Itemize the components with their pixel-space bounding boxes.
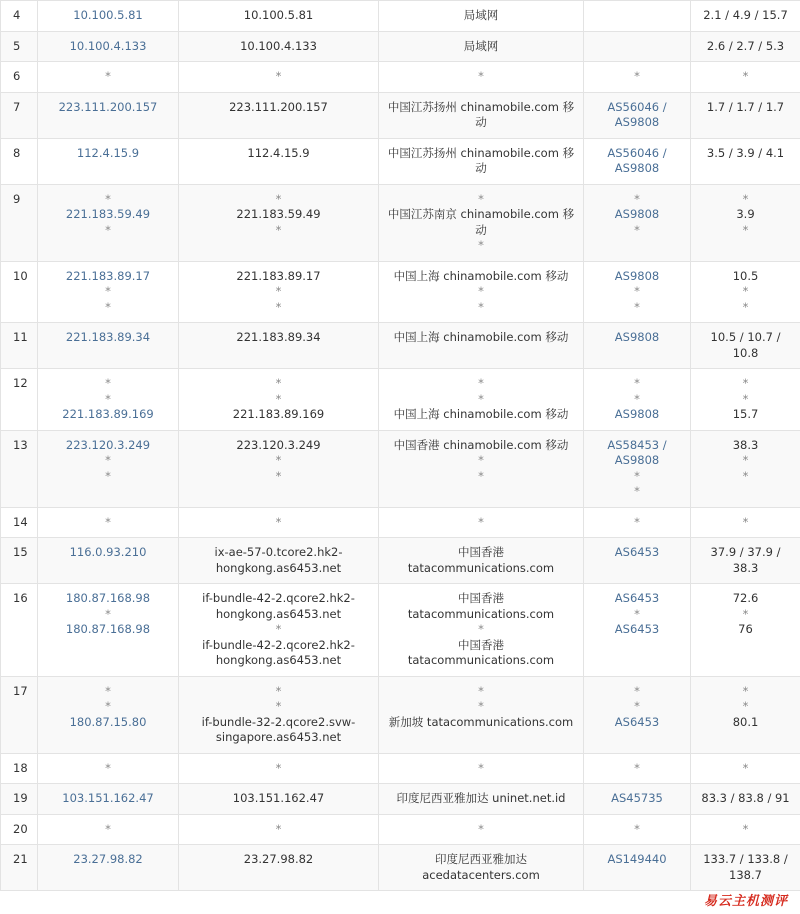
timeout-marker: * bbox=[44, 69, 172, 85]
asn-cell bbox=[584, 261, 691, 323]
timeout-marker: * bbox=[697, 69, 794, 85]
hostname-cell bbox=[179, 138, 379, 184]
asn-cell bbox=[584, 430, 691, 507]
timeout-marker: * bbox=[44, 376, 172, 392]
hop-number: 13 bbox=[1, 430, 38, 507]
ip-cell bbox=[38, 369, 179, 431]
hostname-cell bbox=[179, 261, 379, 323]
timeout-marker: * bbox=[385, 192, 577, 208]
asn-cell bbox=[584, 92, 691, 138]
timeout-marker: * bbox=[697, 223, 794, 239]
timeout-marker: * bbox=[185, 69, 372, 85]
hostname-cell bbox=[179, 814, 379, 845]
timeout-marker: * bbox=[44, 300, 172, 316]
hostname-cell bbox=[179, 784, 379, 815]
location-cell bbox=[379, 814, 584, 845]
table-row bbox=[1, 323, 800, 369]
timeout-marker: * bbox=[44, 469, 172, 485]
timeout-marker: * bbox=[44, 699, 172, 715]
asn-text[interactable]: AS6453 bbox=[590, 545, 684, 561]
ip-cell bbox=[38, 138, 179, 184]
ip-cell bbox=[38, 1, 179, 32]
timeout-marker: * bbox=[44, 607, 172, 623]
timeout-marker: * bbox=[385, 69, 577, 85]
asn-text bbox=[590, 8, 684, 24]
hostname-cell bbox=[179, 676, 379, 753]
hop-number: 4 bbox=[1, 1, 38, 32]
asn-cell bbox=[584, 584, 691, 677]
asn-text[interactable]: AS6453 bbox=[590, 715, 684, 731]
timeout-marker: * bbox=[590, 300, 684, 316]
ip-cell bbox=[38, 92, 179, 138]
location-text: 局域网 bbox=[385, 8, 577, 24]
timeout-marker: * bbox=[185, 699, 372, 715]
asn-text[interactable]: AS149440 bbox=[590, 852, 684, 868]
hop-number: 6 bbox=[1, 62, 38, 93]
location-cell bbox=[379, 784, 584, 815]
asn-text[interactable]: AS56046 / bbox=[590, 100, 684, 116]
timeout-marker: * bbox=[385, 822, 577, 838]
hostname-cell bbox=[179, 538, 379, 584]
timeout-marker: * bbox=[697, 392, 794, 408]
latency-text: 3.9 bbox=[697, 207, 794, 223]
timeout-marker: * bbox=[697, 761, 794, 777]
ip-text[interactable]: 221.183.89.169 bbox=[44, 407, 172, 423]
hostname-text: 112.4.15.9 bbox=[185, 146, 372, 162]
asn-text[interactable]: AS9808 bbox=[590, 453, 684, 469]
latency-cell bbox=[691, 753, 800, 784]
asn-text bbox=[590, 39, 684, 55]
table-row bbox=[1, 584, 800, 677]
hostname-text: 103.151.162.47 bbox=[185, 791, 372, 807]
asn-text[interactable]: AS6453 bbox=[590, 591, 684, 607]
location-cell bbox=[379, 845, 584, 891]
asn-cell bbox=[584, 753, 691, 784]
hostname-text: if-bundle-42-2.qcore2.hk2-hongkong.as6453.net bbox=[185, 591, 372, 622]
ip-cell bbox=[38, 184, 179, 261]
location-text: 中国上海 chinamobile.com 移动 bbox=[385, 330, 577, 346]
location-text: 中国上海 chinamobile.com 移动 bbox=[385, 407, 577, 423]
latency-text: 2.6 / 2.7 / 5.3 bbox=[697, 39, 794, 55]
asn-cell bbox=[584, 814, 691, 845]
latency-text: 3.5 / 3.9 / 4.1 bbox=[697, 146, 794, 162]
asn-text[interactable]: AS45735 bbox=[590, 791, 684, 807]
timeout-marker: * bbox=[697, 699, 794, 715]
table-row bbox=[1, 676, 800, 753]
timeout-marker: * bbox=[185, 684, 372, 700]
ip-cell bbox=[38, 261, 179, 323]
location-text: 印度尼西亚雅加达 acedatacenters.com bbox=[385, 852, 577, 883]
timeout-marker: * bbox=[590, 376, 684, 392]
hop-number: 19 bbox=[1, 784, 38, 815]
timeout-marker: * bbox=[185, 453, 372, 469]
location-cell bbox=[379, 184, 584, 261]
timeout-marker: * bbox=[697, 607, 794, 623]
timeout-marker: * bbox=[44, 684, 172, 700]
watermark: 易云主机测评 bbox=[704, 894, 788, 910]
location-cell bbox=[379, 323, 584, 369]
timeout-marker: * bbox=[590, 392, 684, 408]
ip-text[interactable]: 180.87.15.80 bbox=[44, 715, 172, 731]
ip-text[interactable]: 221.183.89.17 bbox=[44, 269, 172, 285]
table-row bbox=[1, 261, 800, 323]
latency-cell bbox=[691, 507, 800, 538]
latency-text: 38.3 bbox=[697, 438, 794, 454]
timeout-marker: * bbox=[185, 469, 372, 485]
timeout-marker: * bbox=[590, 223, 684, 239]
hostname-text: ix-ae-57-0.tcore2.hk2-hongkong.as6453.net bbox=[185, 545, 372, 576]
hostname-cell bbox=[179, 430, 379, 507]
asn-cell bbox=[584, 184, 691, 261]
ip-cell bbox=[38, 31, 179, 62]
timeout-marker: * bbox=[185, 284, 372, 300]
timeout-marker: * bbox=[385, 761, 577, 777]
timeout-marker: * bbox=[590, 761, 684, 777]
latency-cell bbox=[691, 784, 800, 815]
timeout-marker: * bbox=[385, 699, 577, 715]
asn-cell bbox=[584, 507, 691, 538]
timeout-marker: * bbox=[185, 192, 372, 208]
ip-cell bbox=[38, 814, 179, 845]
latency-cell bbox=[691, 323, 800, 369]
latency-cell bbox=[691, 538, 800, 584]
ip-cell bbox=[38, 753, 179, 784]
latency-text: 1.7 / 1.7 / 1.7 bbox=[697, 100, 794, 116]
asn-cell bbox=[584, 676, 691, 753]
hostname-text: 223.111.200.157 bbox=[185, 100, 372, 116]
hostname-cell bbox=[179, 584, 379, 677]
timeout-marker: * bbox=[590, 69, 684, 85]
hostname-text: 223.120.3.249 bbox=[185, 438, 372, 454]
asn-text[interactable]: AS9808 bbox=[590, 161, 684, 177]
latency-text: 133.7 / 133.8 / 138.7 bbox=[697, 852, 794, 883]
hostname-text: 10.100.5.81 bbox=[185, 8, 372, 24]
asn-text[interactable]: AS9808 bbox=[590, 407, 684, 423]
asn-cell bbox=[584, 538, 691, 584]
table-row bbox=[1, 784, 800, 815]
timeout-marker: * bbox=[185, 515, 372, 531]
timeout-marker: * bbox=[44, 515, 172, 531]
latency-cell bbox=[691, 845, 800, 891]
location-cell bbox=[379, 62, 584, 93]
location-cell bbox=[379, 369, 584, 431]
location-cell bbox=[379, 753, 584, 784]
location-text: 中国江苏扬州 chinamobile.com 移动 bbox=[385, 146, 577, 177]
asn-cell bbox=[584, 31, 691, 62]
timeout-marker: * bbox=[697, 822, 794, 838]
hop-number: 9 bbox=[1, 184, 38, 261]
timeout-marker: * bbox=[385, 284, 577, 300]
hostname-text: 221.183.89.169 bbox=[185, 407, 372, 423]
latency-text: 2.1 / 4.9 / 15.7 bbox=[697, 8, 794, 24]
location-cell bbox=[379, 430, 584, 507]
asn-cell bbox=[584, 138, 691, 184]
ip-text[interactable]: 180.87.168.98 bbox=[44, 591, 172, 607]
latency-cell bbox=[691, 814, 800, 845]
timeout-marker: * bbox=[385, 376, 577, 392]
location-cell bbox=[379, 92, 584, 138]
latency-cell bbox=[691, 584, 800, 677]
table-row bbox=[1, 31, 800, 62]
hop-number: 10 bbox=[1, 261, 38, 323]
hop-number: 5 bbox=[1, 31, 38, 62]
location-text: 中国上海 chinamobile.com 移动 bbox=[385, 269, 577, 285]
hostname-text: 221.183.89.17 bbox=[185, 269, 372, 285]
timeout-marker: * bbox=[385, 684, 577, 700]
hostname-cell bbox=[179, 507, 379, 538]
ip-text[interactable]: 10.100.5.81 bbox=[44, 8, 172, 24]
ip-text[interactable]: 103.151.162.47 bbox=[44, 791, 172, 807]
timeout-marker: * bbox=[185, 761, 372, 777]
hostname-cell bbox=[179, 92, 379, 138]
asn-text[interactable]: AS9808 bbox=[590, 330, 684, 346]
timeout-marker: * bbox=[697, 192, 794, 208]
timeout-marker: * bbox=[697, 469, 794, 485]
ip-text[interactable]: 221.183.89.34 bbox=[44, 330, 172, 346]
latency-cell bbox=[691, 430, 800, 507]
latency-text: 10.5 bbox=[697, 269, 794, 285]
hostname-cell bbox=[179, 31, 379, 62]
latency-text: 10.5 / 10.7 / 10.8 bbox=[697, 330, 794, 361]
timeout-marker: * bbox=[590, 284, 684, 300]
timeout-marker: * bbox=[697, 284, 794, 300]
timeout-marker: * bbox=[44, 223, 172, 239]
timeout-marker: * bbox=[385, 300, 577, 316]
hop-number: 16 bbox=[1, 584, 38, 677]
timeout-marker: * bbox=[697, 684, 794, 700]
timeout-marker: * bbox=[44, 392, 172, 408]
hop-number: 14 bbox=[1, 507, 38, 538]
asn-cell bbox=[584, 784, 691, 815]
latency-cell bbox=[691, 676, 800, 753]
table-row bbox=[1, 62, 800, 93]
hop-number: 7 bbox=[1, 92, 38, 138]
hostname-cell bbox=[179, 323, 379, 369]
hostname-text: if-bundle-32-2.qcore2.svw-singapore.as6453.net bbox=[185, 715, 372, 746]
location-cell bbox=[379, 507, 584, 538]
location-text: 新加坡 tatacommunications.com bbox=[385, 715, 577, 731]
latency-text: 72.6 bbox=[697, 591, 794, 607]
ip-cell bbox=[38, 323, 179, 369]
timeout-marker: * bbox=[44, 192, 172, 208]
table-row bbox=[1, 538, 800, 584]
timeout-marker: * bbox=[697, 515, 794, 531]
timeout-marker: * bbox=[385, 453, 577, 469]
table-row bbox=[1, 369, 800, 431]
hop-number: 18 bbox=[1, 753, 38, 784]
hop-number: 21 bbox=[1, 845, 38, 891]
table-row bbox=[1, 184, 800, 261]
latency-cell bbox=[691, 62, 800, 93]
ip-text[interactable]: 221.183.59.49 bbox=[44, 207, 172, 223]
timeout-marker: * bbox=[385, 238, 577, 254]
latency-text: 76 bbox=[697, 622, 794, 638]
location-text: 中国香港 tatacommunications.com bbox=[385, 591, 577, 622]
timeout-marker: * bbox=[185, 376, 372, 392]
hop-number: 20 bbox=[1, 814, 38, 845]
ip-cell bbox=[38, 584, 179, 677]
latency-text: 80.1 bbox=[697, 715, 794, 731]
latency-cell bbox=[691, 92, 800, 138]
location-cell bbox=[379, 538, 584, 584]
hostname-text: if-bundle-42-2.qcore2.hk2-hongkong.as6453.net bbox=[185, 638, 372, 669]
asn-text[interactable]: AS9808 bbox=[590, 115, 684, 131]
ip-cell bbox=[38, 845, 179, 891]
hostname-text: 221.183.59.49 bbox=[185, 207, 372, 223]
asn-text[interactable]: AS58453 / bbox=[590, 438, 684, 454]
ip-text[interactable]: 23.27.98.82 bbox=[44, 852, 172, 868]
location-cell bbox=[379, 31, 584, 62]
hostname-cell bbox=[179, 845, 379, 891]
hop-number: 11 bbox=[1, 323, 38, 369]
ip-text[interactable]: 116.0.93.210 bbox=[44, 545, 172, 561]
location-cell bbox=[379, 138, 584, 184]
hostname-cell bbox=[179, 62, 379, 93]
hostname-text: 23.27.98.82 bbox=[185, 852, 372, 868]
location-text: 中国香港 chinamobile.com 移动 bbox=[385, 438, 577, 454]
ip-cell bbox=[38, 507, 179, 538]
timeout-marker: * bbox=[590, 192, 684, 208]
timeout-marker: * bbox=[185, 622, 372, 638]
table-row bbox=[1, 92, 800, 138]
timeout-marker: * bbox=[185, 392, 372, 408]
latency-cell bbox=[691, 261, 800, 323]
table-row bbox=[1, 753, 800, 784]
location-text: 中国香港 tatacommunications.com bbox=[385, 638, 577, 669]
asn-cell bbox=[584, 323, 691, 369]
latency-cell bbox=[691, 369, 800, 431]
hostname-text: 10.100.4.133 bbox=[185, 39, 372, 55]
timeout-marker: * bbox=[590, 469, 684, 485]
watermark-row bbox=[0, 891, 800, 914]
timeout-marker: * bbox=[385, 392, 577, 408]
ip-cell bbox=[38, 62, 179, 93]
timeout-marker: * bbox=[385, 469, 577, 485]
latency-text: 37.9 / 37.9 / 38.3 bbox=[697, 545, 794, 576]
ip-text[interactable]: 112.4.15.9 bbox=[44, 146, 172, 162]
timeout-marker: * bbox=[44, 284, 172, 300]
ip-text[interactable]: 223.111.200.157 bbox=[44, 100, 172, 116]
location-cell bbox=[379, 584, 584, 677]
location-text: 印度尼西亚雅加达 uninet.net.id bbox=[385, 791, 577, 807]
asn-cell bbox=[584, 369, 691, 431]
traceroute-table-body bbox=[1, 1, 800, 891]
timeout-marker: * bbox=[185, 300, 372, 316]
timeout-marker: * bbox=[590, 699, 684, 715]
timeout-marker: * bbox=[590, 515, 684, 531]
asn-cell bbox=[584, 62, 691, 93]
location-text: 中国江苏扬州 chinamobile.com 移动 bbox=[385, 100, 577, 131]
asn-text[interactable]: AS56046 / bbox=[590, 146, 684, 162]
location-text: 局域网 bbox=[385, 39, 577, 55]
timeout-marker: * bbox=[697, 300, 794, 316]
asn-cell bbox=[584, 845, 691, 891]
timeout-marker: * bbox=[590, 684, 684, 700]
hop-number: 17 bbox=[1, 676, 38, 753]
timeout-marker: * bbox=[44, 453, 172, 469]
latency-cell bbox=[691, 184, 800, 261]
timeout-marker: * bbox=[590, 822, 684, 838]
latency-text: 83.3 / 83.8 / 91 bbox=[697, 791, 794, 807]
hostname-cell bbox=[179, 184, 379, 261]
timeout-marker: * bbox=[44, 761, 172, 777]
location-text: 中国江苏南京 chinamobile.com 移动 bbox=[385, 207, 577, 238]
table-row bbox=[1, 1, 800, 32]
timeout-marker: * bbox=[385, 622, 577, 638]
latency-cell bbox=[691, 1, 800, 32]
table-row bbox=[1, 845, 800, 891]
latency-text: 15.7 bbox=[697, 407, 794, 423]
ip-cell bbox=[38, 430, 179, 507]
timeout-marker: * bbox=[590, 484, 684, 500]
location-text: 中国香港 tatacommunications.com bbox=[385, 545, 577, 576]
table-row bbox=[1, 814, 800, 845]
timeout-marker: * bbox=[185, 822, 372, 838]
timeout-marker: * bbox=[385, 515, 577, 531]
ip-cell bbox=[38, 538, 179, 584]
hop-number: 12 bbox=[1, 369, 38, 431]
ip-text[interactable]: 223.120.3.249 bbox=[44, 438, 172, 454]
ip-cell bbox=[38, 784, 179, 815]
table-row bbox=[1, 507, 800, 538]
hop-number: 15 bbox=[1, 538, 38, 584]
latency-cell bbox=[691, 138, 800, 184]
table-row bbox=[1, 138, 800, 184]
hostname-text: 221.183.89.34 bbox=[185, 330, 372, 346]
location-cell bbox=[379, 1, 584, 32]
hostname-cell bbox=[179, 369, 379, 431]
timeout-marker: * bbox=[697, 453, 794, 469]
timeout-marker: * bbox=[590, 607, 684, 623]
ip-text[interactable]: 180.87.168.98 bbox=[44, 622, 172, 638]
table-row bbox=[1, 430, 800, 507]
hostname-cell bbox=[179, 753, 379, 784]
hop-number: 8 bbox=[1, 138, 38, 184]
asn-text[interactable]: AS9808 bbox=[590, 207, 684, 223]
location-cell bbox=[379, 261, 584, 323]
timeout-marker: * bbox=[697, 376, 794, 392]
latency-cell bbox=[691, 31, 800, 62]
location-cell bbox=[379, 676, 584, 753]
asn-text[interactable]: AS6453 bbox=[590, 622, 684, 638]
asn-text[interactable]: AS9808 bbox=[590, 269, 684, 285]
timeout-marker: * bbox=[185, 223, 372, 239]
ip-text[interactable]: 10.100.4.133 bbox=[44, 39, 172, 55]
ip-cell bbox=[38, 676, 179, 753]
timeout-marker: * bbox=[44, 822, 172, 838]
asn-cell bbox=[584, 1, 691, 32]
hostname-cell bbox=[179, 1, 379, 32]
